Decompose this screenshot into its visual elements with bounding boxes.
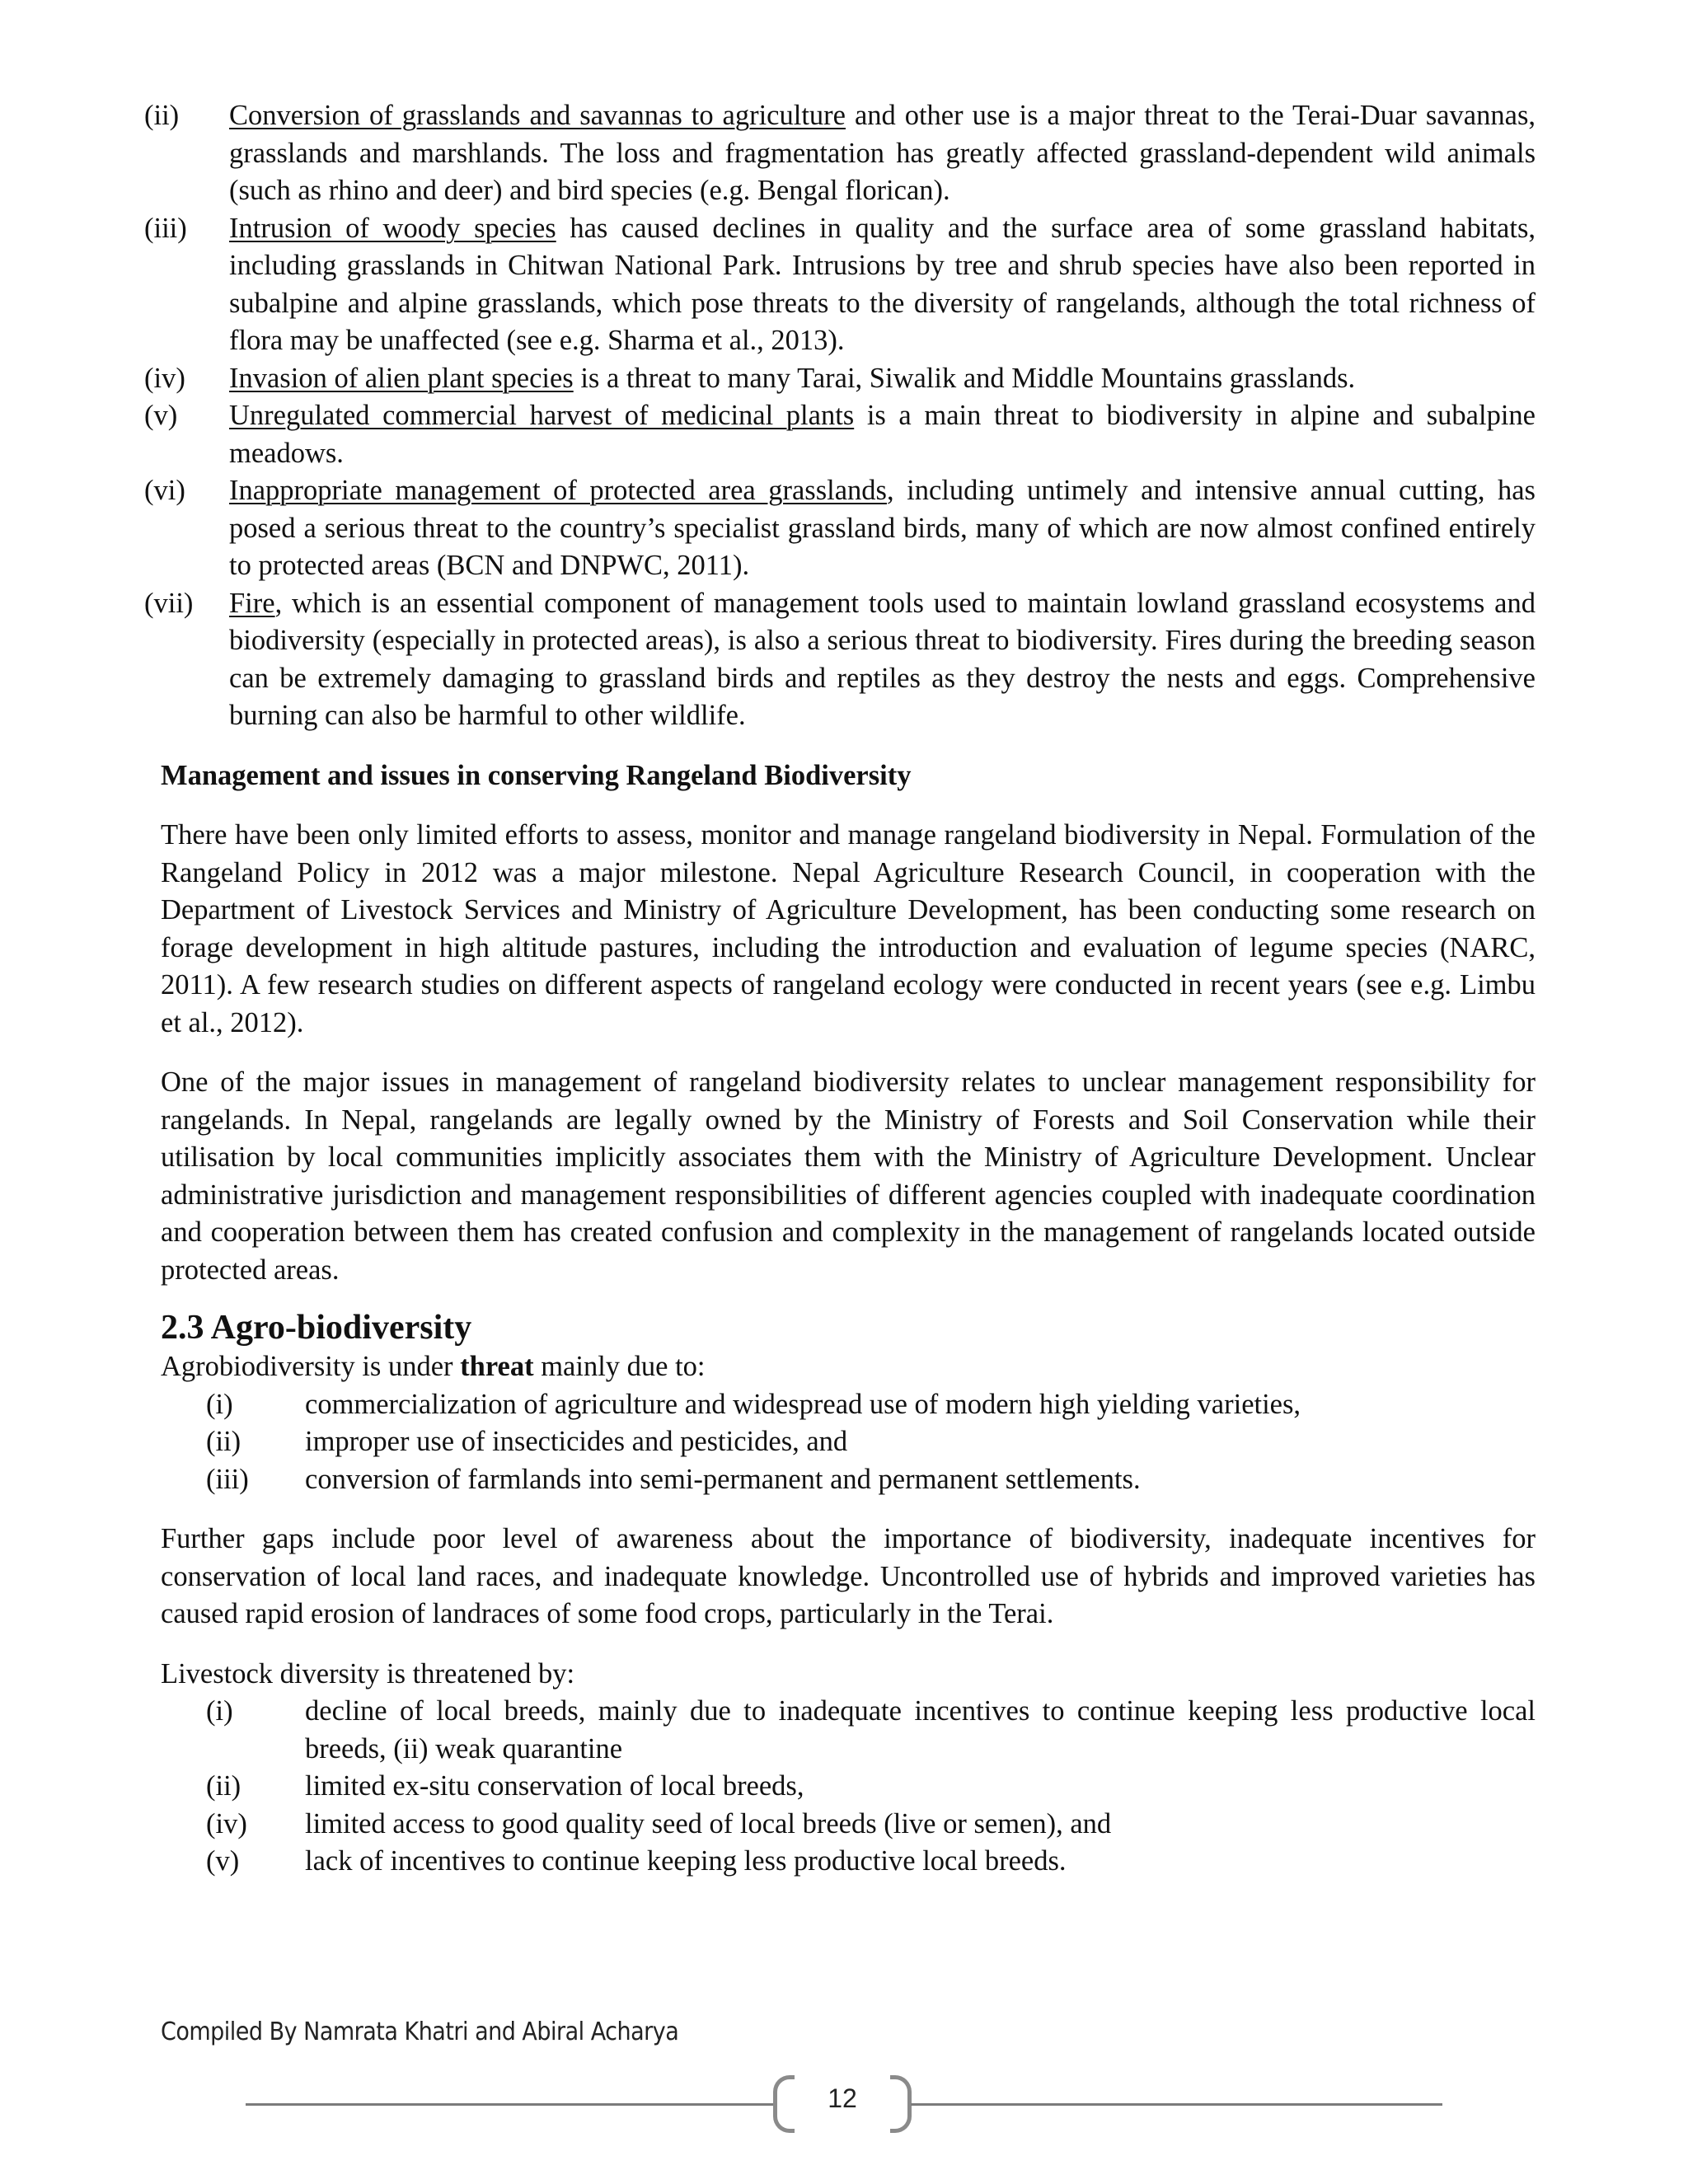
list-text: improper use of insecticides and pesticides, and [305,1426,848,1457]
list-text: limited access to good quality seed of local breeds (live or semen), and [305,1807,1112,1840]
list-item [144,397,1536,472]
threat-description: is a threat to many Tarai, Siwalik and Middle Mountains grasslands. [573,362,1356,394]
threat-title: Invasion of alien plant species [229,362,574,394]
list-text [229,210,1536,360]
list-text [229,585,1536,735]
list-text: conversion of farmlands into semi-permanent and permanent settlements. [305,1463,1141,1495]
list-item [206,1806,1536,1844]
list-item [206,1843,1536,1881]
bold-term: threat [460,1351,534,1382]
list-item [144,360,1536,398]
list-item [206,1386,1536,1424]
list-text: commercialization of agriculture and widespread use of modern high yielding varieties, [305,1388,1301,1420]
close-bracket-icon [890,2075,912,2133]
list-number: (ii) [206,1770,241,1802]
footer-rule-left [246,2103,773,2106]
livestock-threats-list [161,1693,1536,1881]
list-item [206,1693,1536,1768]
list-item [144,585,1536,735]
list-number: (iii) [206,1463,249,1495]
paragraph: Further gaps include poor level of awareness about the importance of biodiversity, inadequate incentives for conservation of local land races, and inadequate knowledge. Uncontrolled use of hybrids and improved varieties has caused rapid erosion of landraces of some food crops, particularly in the Terai. [161,1523,1536,1629]
list-item [144,472,1536,585]
list-number: (iv) [206,1807,247,1840]
threat-title: Inappropriate management of protected area grasslands [229,475,887,506]
list-item [206,1423,1536,1461]
list-number: (iii) [144,212,187,244]
list-text: decline of local breeds, mainly due to inadequate incentives to continue keeping less productive local breeds, (ii) weak quarantine [305,1695,1536,1765]
agro-threats-list [161,1386,1536,1499]
list-number: (i) [206,1388,233,1420]
threat-title: Unregulated commercial harvest of medicinal plants [229,400,855,431]
threats-list [144,97,1536,735]
threat-title: Fire [229,587,275,619]
section-title: 2.3 Agro-biodiversity [161,1309,472,1347]
footer-credit: Compiled By Namrata Khatri and Abiral Acharya [161,2018,679,2046]
list-number: (v) [206,1845,240,1877]
threat-description: is a main threat to biodiversity in alpine and subalpine meadows. [229,400,1536,469]
section-heading: Management and issues in conserving Rangeland Biodiversity [161,759,912,791]
list-number: (ii) [206,1426,241,1457]
list-text: limited ex-situ conservation of local breeds, [305,1770,804,1802]
open-bracket-icon [773,2075,795,2133]
list-text [229,472,1536,585]
list-item [144,97,1536,210]
livestock-intro: Livestock diversity is threatened by: [161,1657,575,1690]
threat-description: and other use is a major threat to the Terai-Duar savannas, grasslands and marshlands. The loss and fragmentation has greatly affected grassland-dependent wild animals (such as rhino and deer) and bird species (e.g. Bengal florican). [229,100,1536,206]
threat-description: , including untimely and intensive annual cutting, has posed a serious threat to the country’s specialist grassland birds, many of which are now almost confined entirely to protected areas (BCN and DNPWC, 2011). [229,475,1536,581]
threat-description: has caused declines in quality and the surface area of some grassland habitats, including grasslands in Chitwan National Park. Intrusions by tree and shrub species have also been reported in subalpine and alpine grasslands, which pose threats to the diversity of rangelands, although the total richness of flora may be unaffected (see e.g. Sharma et al., 2013). [229,212,1536,356]
agro-intro: Agrobiodiversity is under threat mainly due to: [161,1351,706,1382]
threat-title: Intrusion of woody species [229,212,556,244]
list-number: (vii) [144,587,194,619]
document-page [144,97,1536,1881]
list-number: (v) [144,400,178,431]
list-item [206,1461,1536,1499]
list-text [229,360,1536,398]
list-text [229,97,1536,210]
list-number: (vi) [144,475,185,506]
list-text: lack of incentives to continue keeping less productive local breeds. [305,1845,1067,1877]
list-item [206,1768,1536,1806]
paragraph: There have been only limited efforts to assess, monitor and manage rangeland biodiversity in Nepal. Formulation of the Rangeland Policy in 2012 was a major milestone. Nepal Agriculture Research Council, in cooperation with the Department of Livestock Services and Ministry of Agriculture Development, has been conducting some research on forage development in high altitude pastures, including the introduction and evaluation of legume species (NARC, 2011). A few research studies on different aspects of rangeland ecology were conducted in recent years (see e.g. Limbu et al., 2012). [161,819,1536,1038]
threat-title: Conversion of grasslands and savannas to agriculture [229,100,846,131]
footer-rule-right [911,2103,1442,2106]
list-number: (i) [206,1695,233,1727]
threat-description: , which is an essential component of management tools used to maintain lowland grassland ecosystems and biodiversity (especially in protected areas), is also a serious threat to biodiversity. Fires during the breeding season can be extremely damaging to grassland birds and reptiles as they destroy the nests and eggs. Comprehensive burning can also be harmful to other wildlife. [229,587,1536,731]
list-item [144,210,1536,360]
page-number: 12 [828,2083,857,2113]
list-text [229,397,1536,472]
list-number: (ii) [144,100,180,131]
paragraph: One of the major issues in management of rangeland biodiversity relates to unclear management responsibility for rangelands. In Nepal, rangelands are legally owned by the Ministry of Forests and Soil Conservation while their utilisation by local communities implicitly associates them with the Ministry of Agriculture Development. Unclear administrative jurisdiction and management responsibilities of different agencies coupled with inadequate coordination and cooperation between them has created confusion and complexity in the management of rangelands located outside protected areas. [161,1066,1536,1286]
list-number: (iv) [144,362,185,394]
